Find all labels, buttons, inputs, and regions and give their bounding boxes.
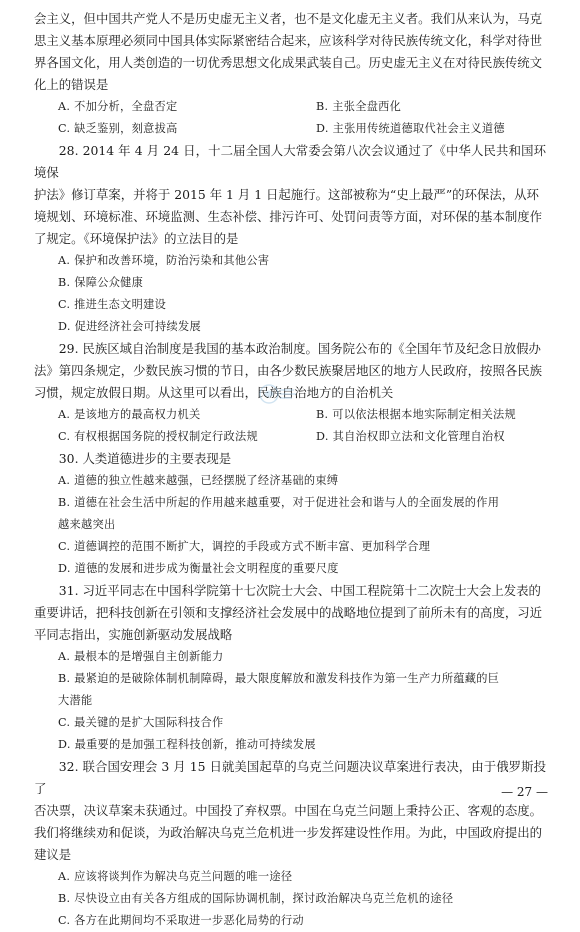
- option-d: D. 最重要的是加强工程科技创新，推动可持续发展: [58, 738, 316, 751]
- option-c: C. 最关键的是扩大国际科技合作: [58, 716, 224, 729]
- question-32: [34, 756, 546, 932]
- option-a: A. 是该地方的最高权力机关: [58, 408, 201, 421]
- option-b: B. 保障公众健康: [58, 276, 144, 289]
- question-stem-line: 平同志指出，实施创新驱动发展战略: [34, 627, 233, 642]
- question-stem-line: 建议是: [34, 847, 72, 862]
- option-a: A. 道德的独立性越来越强，已经摆脱了经济基础的束缚: [58, 474, 339, 487]
- option-b: B. 尽快设立由有关各方组成的国际协调机制，探讨政治解决乌克兰危机的途径: [58, 892, 454, 905]
- option-a: A. 应该将谈判作为解决乌克兰问题的唯一途径: [58, 870, 293, 883]
- intro-line: 化上的错误是: [34, 77, 109, 92]
- question-stem-line: 29. 民族区域自治制度是我国的基本政治制度。国务院公布的《全国年节及纪念日放假办: [58, 341, 541, 356]
- option-row: [34, 426, 546, 448]
- option-d: D. 促进经济社会可持续发展: [58, 320, 201, 333]
- option-d: D. 其自治权即立法和文化管理自治权: [316, 430, 505, 443]
- option-a: A. 不加分析，全盘否定: [58, 100, 178, 113]
- option-c: C. 道德调控的范围不断扩大，调控的手段或方式不断丰富、更加科学合理: [58, 540, 431, 553]
- question-31: [34, 580, 546, 756]
- intro-line: 思主义基本原理必须同中国具体实际紧密结合起来，应该科学对待民族传统文化，科学对待世: [34, 33, 543, 48]
- option-c: C. 有权根据国务院的授权制定行政法规: [58, 430, 258, 443]
- option-b: B. 道德在社会生活中所起的作用越来越重要，对于促进社会和谐与人的全面发展的作用: [58, 496, 500, 509]
- option-b: B. 最紧迫的是破除体制机制障碍，最大限度解放和激发科技作为第一生产力所蕴藏的巨: [58, 672, 500, 685]
- option-c: C. 各方在此期间均不采取进一步恶化局势的行动: [58, 914, 304, 927]
- intro-block: [34, 8, 546, 140]
- option-b: B. 主张全盘西化: [316, 100, 402, 113]
- option-b-continued: 大潜能: [58, 694, 93, 707]
- option-a: A. 最根本的是增强自主创新能力: [58, 650, 224, 663]
- question-stem-line: 境规划、环境标准、环境监测、生态补偿、排污许可、处罚问责等方面，对环保的基本制度作: [34, 209, 543, 224]
- question-stem-line: 护法》修订草案，并将于 2015 年 1 月 1 日起施行。这部被称为“史上最严”的环保法，从环: [34, 187, 539, 202]
- option-b-continued: 越来越突出: [58, 518, 116, 531]
- question-28: [34, 140, 546, 338]
- option-d: D. 主张用传统道德取代社会主义道德: [316, 122, 505, 135]
- question-stem-line: 了规定。《环境保护法》的立法目的是: [34, 231, 239, 246]
- option-b: B. 可以依法根据本地实际制定相关法规: [316, 408, 517, 421]
- question-stem-line: 32. 联合国安理会 3 月 15 日就美国起草的乌克兰问题决议草案进行表决，由于俄罗斯投了: [34, 759, 546, 796]
- option-row: [34, 96, 546, 118]
- intro-line: 界各国文化，用人类创造的一切优秀思想文化成果武装自己。历史虚无主义在对待民族传统文: [34, 55, 543, 70]
- option-row: [34, 118, 546, 140]
- question-30: [34, 448, 546, 580]
- question-stem-line: 习惯，规定放假日期。从这里可以看出，民族自治地方的自治机关: [34, 385, 394, 400]
- page-number: — 27 —: [501, 785, 548, 799]
- question-stem-line: 31. 习近平同志在中国科学院第十七次院士大会、中国工程院第十二次院士大会上发表的: [58, 583, 541, 598]
- option-a: A. 保护和改善环境，防治污染和其他公害: [58, 254, 270, 267]
- option-row: [34, 404, 546, 426]
- watermark-logo-icon: [258, 383, 298, 405]
- intro-line: 会主义，但中国共产党人不是历史虚无主义者，也不是文化虚无主义者。我们从来认为，马克: [34, 11, 543, 26]
- option-c: C. 缺乏鉴别，刻意拔高: [58, 122, 178, 135]
- question-stem-line: 30. 人类道德进步的主要表现是: [58, 451, 232, 466]
- option-d: D. 道德的发展和进步成为衡量社会文明程度的重要尺度: [58, 562, 339, 575]
- option-c: C. 推进生态文明建设: [58, 298, 167, 311]
- question-stem-line: 28. 2014 年 4 月 24 日，十二届全国人大常委会第八次会议通过了《中华人民共和国环境保: [34, 143, 546, 180]
- question-stem-line: 法》第四条规定，少数民族习惯的节日，由各少数民族聚居地区的地方人民政府，按照各民族: [34, 363, 543, 378]
- question-stem-line: 重要讲话，把科技创新在引领和支撑经济社会发展中的战略地位提到了前所未有的高度，习近: [34, 605, 543, 620]
- question-stem-line: 否决票，决议草案未获通过。中国投了弃权票。中国在乌克兰问题上秉持公正、客观的态度。: [34, 803, 543, 818]
- question-stem-line: 我们将继续劝和促谈，为政治解决乌克兰危机进一步发挥建设性作用。为此，中国政府提出的: [34, 825, 543, 840]
